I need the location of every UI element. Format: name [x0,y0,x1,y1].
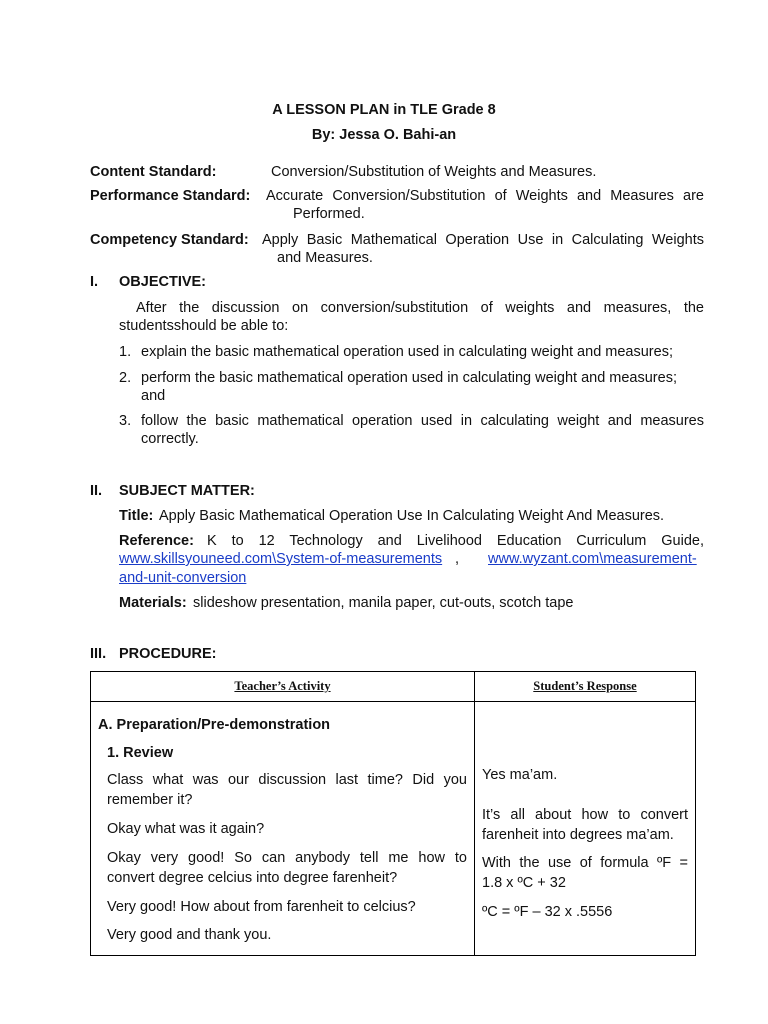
teacher-line: Okay what was it again? [107,821,265,837]
objective-intro-line1: After the discussion on conversion/substitution of weights and measures, the [136,300,704,316]
competency-standard-label: Competency Standard: [90,232,249,248]
student-line: It’s all about how to convert [482,807,688,823]
competency-standard-line2: and Measures. [277,250,373,266]
objective-heading: OBJECTIVE: [119,274,207,290]
materials-value: slideshow presentation, manila paper, cut-outs, scotch tape [193,595,574,611]
subject-matter-numeral: II. [90,483,103,499]
subject-title-value: Apply Basic Mathematical Operation Use In Calculating Weight And Measures. [159,508,665,524]
objective-item-text: explain the basic mathematical operation used in calculating weight and measures; [141,344,673,360]
subsection-heading: 1. Review [107,745,174,761]
subject-title-label: Title: [119,508,154,524]
procedure-table [90,671,696,956]
competency-standard-line1: Apply Basic Mathematical Operation Use in Calculating Weights [262,232,704,248]
teacher-line: Class what was our discussion last time? Did you [107,772,467,788]
objective-intro-line2: studentsshould be able to: [119,318,289,334]
objective-item-number: 2. [119,370,132,386]
reference-link-skillsyouneed[interactable]: www.skillsyouneed.com\System-of-measurements [119,551,443,567]
content-standard-label: Content Standard: [90,164,217,180]
reference-link-wyzant[interactable]: www.wyzant.com\measurement- [488,551,697,567]
performance-standard-line2: Performed. [293,206,365,222]
student-line: Yes ma’am. [482,767,558,783]
teacher-line: Okay very good! So can anybody tell me how to [107,850,467,866]
teacher-line-cont: remember it? [107,792,193,808]
procedure-numeral: III. [90,646,107,662]
performance-standard-label: Performance Standard: [90,188,251,204]
student-response-header: Student’s Response [475,672,696,702]
section-heading: A. Preparation/Pre-demonstration [98,717,331,733]
reference-label: Reference: [119,533,194,549]
document-author: By: Jessa O. Bahi-an [311,127,457,143]
reference-link-wyzant-cont[interactable]: and-unit-conversion [119,570,247,586]
materials-label: Materials: [119,595,187,611]
content-standard-value: Conversion/Substitution of Weights and Measures. [271,164,597,180]
student-line: ºC = ºF – 32 x .5556 [482,904,613,920]
objective-item-text-cont: correctly. [141,431,199,447]
objective-item-number: 1. [119,344,132,360]
teacher-activity-header: Teacher’s Activity [91,672,475,702]
student-response-cell [475,702,696,956]
procedure-heading: PROCEDURE: [119,646,217,662]
student-line-cont: 1.8 x ºC + 32 [482,875,566,891]
subject-matter-heading: SUBJECT MATTER: [119,483,255,499]
teacher-line: Very good and thank you. [107,927,272,943]
student-line-cont: farenheit into degrees ma’am. [482,827,674,843]
reference-line1: K to 12 Technology and Livelihood Education Curriculum Guide, [207,533,704,549]
teacher-activity-cell [91,702,475,956]
objective-item-number: 3. [119,413,132,429]
teacher-line: Very good! How about from farenheit to celcius? [107,899,416,915]
objective-item-text: follow the basic mathematical operation used in calculating weight and measures [141,413,704,429]
objective-item-text-cont: and [141,388,166,404]
objective-numeral: I. [90,274,99,290]
performance-standard-line1: Accurate Conversion/Substitution of Weights and Measures are [266,188,704,204]
document-title: A LESSON PLAN in TLE Grade 8 [272,102,496,118]
student-line: With the use of formula ºF = [482,855,688,871]
objective-item-text: perform the basic mathematical operation used in calculating weight and measures; [141,370,677,386]
reference-separator: , [455,551,460,567]
teacher-line-cont: convert degree celcius into degree farenheit? [107,870,398,886]
